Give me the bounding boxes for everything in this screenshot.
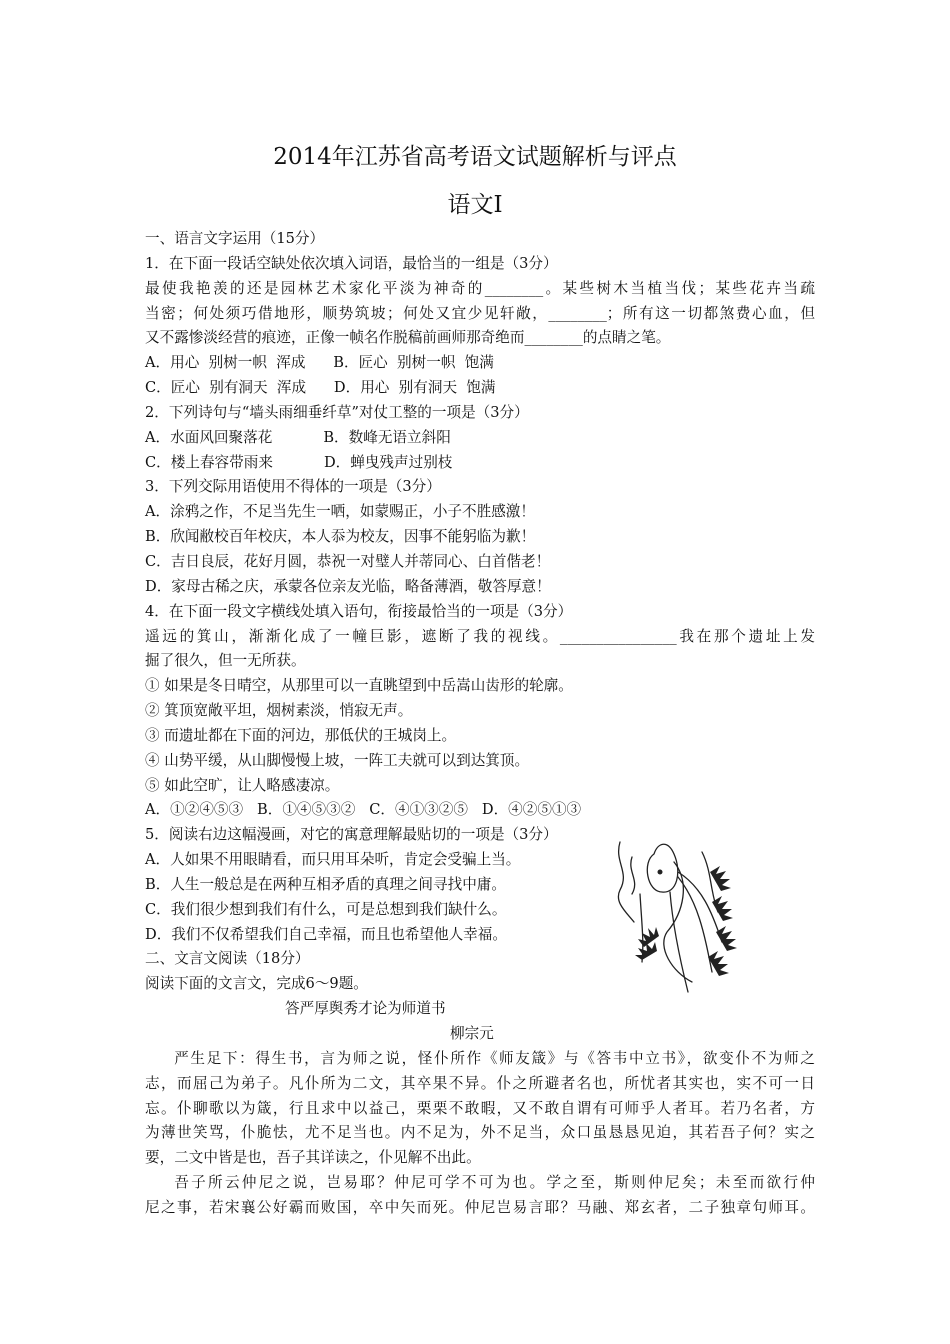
passage-line: 吾子所云仲尼之说，岂易耶？仲尼可学不可为也。学之至，斯则仲尼矣；未至而欲行仲 xyxy=(174,1174,815,1192)
passage-line: 志，而屈己为弟子。凡仆所为二文，其卒果不异。仆之所避者名也，所忧者其实也，实不可一日 xyxy=(145,1074,815,1092)
option-line: C．吉日良辰，花好月圆，恭祝一对璧人并蒂同心、白首偕老！ xyxy=(145,552,551,570)
numbered-sentence: ⑤ 如此空旷，让人略感凄凉。 xyxy=(145,776,340,794)
paragraph-line: 遥远的箕山，渐渐化成了一幢巨影，遮断了我的视线。________________我在那个遗址上发 xyxy=(145,627,815,645)
numbered-sentence: ③ 而遗址都在下面的河边，那低伏的王城岗上。 xyxy=(145,726,457,744)
option-line: D．我们不仅希望我们自己幸福，而且也希望他人幸福。 xyxy=(145,925,507,943)
paragraph-line: 掘了很久，但一无所获。 xyxy=(145,652,306,670)
option-line: C．我们很少想到我们有什么，可是总想到我们缺什么。 xyxy=(145,900,507,918)
paragraph-line: 又不露惨淡经营的痕迹，正像一帧名作脱稿前画师那奇绝而________的点睛之笔。 xyxy=(145,329,671,347)
page-subtitle: 语文Ⅰ xyxy=(447,192,503,218)
option-line: B．欣闻敝校百年校庆，本人忝为校友，因事不能躬临为歉！ xyxy=(145,528,536,546)
option-line: D．家母古稀之庆，承蒙各位亲友光临，略备薄酒，敬答厚意！ xyxy=(145,577,551,595)
passage-line: 严生足下：得生书，言为师之说，怪仆所作《师友箴》与《答韦中立书》，欲变仆不为师之 xyxy=(174,1049,815,1067)
question-5: 5．阅读右边这幅漫画，对它的寓意理解最贴切的一项是（3分） xyxy=(145,826,558,844)
option-line: A．①②④⑤③ B．①④⑤③② C．④①③②⑤ D．④②⑤①③ xyxy=(145,801,582,819)
option-line: A．水面风回聚落花 B．数峰无语立斜阳 xyxy=(145,428,451,446)
question-4: 4．在下面一段文字横线处填入语句，衔接最恰当的一项是（3分） xyxy=(145,602,573,620)
passage-line: 为薄世笑骂，仆脆怯，尤不足当也。内不足为，外不足当，众口虽恳恳见迫，其若吾子何？实之 xyxy=(145,1124,815,1142)
paragraph-line: 最使我艳羡的还是园林艺术家化平淡为神奇的________。某些树木当植当伐；某些花卉当疏 xyxy=(145,279,815,297)
passage-line: 尼之事，若宋襄公好霸而败国，卒中矢而死。仲尼岂易言耶？马融、郑玄者，二子独章句师耳。 xyxy=(145,1198,815,1216)
document-body xyxy=(145,227,815,1221)
section-heading: 一、语言文字运用（15分） xyxy=(145,230,325,247)
numbered-sentence: ① 如果是冬日晴空，从那里可以一直眺望到中岳嵩山齿形的轮廓。 xyxy=(145,677,573,695)
cartoon-illustration xyxy=(612,832,747,1002)
instruction-line: 阅读下面的文言文，完成6～9题。 xyxy=(145,975,368,993)
passage-title: 答严厚舆秀才论为师道书 xyxy=(285,1000,446,1018)
passage-author: 柳宗元 xyxy=(450,1025,494,1042)
section-heading: 二、文言文阅读（18分） xyxy=(145,950,310,968)
option-line: B．人生一般总是在两种互相矛盾的真理之间寻找中庸。 xyxy=(145,875,506,893)
question-1: 1．在下面一段话空缺处依次填入词语，最恰当的一组是（3分） xyxy=(145,254,558,272)
option-line: A．涂鸦之作，不足当先生一哂，如蒙赐正，小子不胜感激！ xyxy=(145,503,535,521)
passage-line: 忘。仆聊歌以为箴，行且求中以益己，栗栗不敢暇，又不敢自谓有可师乎人者耳。若乃名者，方 xyxy=(145,1099,815,1117)
question-2: 2．下列诗句与“墙头雨细垂纤草”对仗工整的一项是（3分） xyxy=(145,403,529,421)
option-line: C．匠心 别有洞天 浑成 D．用心 别有洞天 饱满 xyxy=(145,379,496,397)
question-3: 3．下列交际用语使用不得体的一项是（3分） xyxy=(145,478,441,496)
passage-line: 要，二文中皆是也，吾子其详读之，仆见解不出此。 xyxy=(145,1149,481,1167)
numbered-sentence: ② 箕顶宽敞平坦，烟树素淡，悄寂无声。 xyxy=(145,702,413,720)
option-line: A．人如果不用眼睛看，而只用耳朵听，肯定会受骗上当。 xyxy=(145,851,521,869)
paragraph-line: 当密；何处须巧借地形，顺势筑坡；何处又宜少见轩敞，________；所有这一切都煞费心血，但 xyxy=(145,304,815,322)
option-line: C．楼上春容带雨来 D．蝉曳残声过别枝 xyxy=(145,453,453,471)
numbered-sentence: ④ 山势平缓，从山脚慢慢上坡，一阵工夫就可以到达箕顶。 xyxy=(145,751,530,769)
page-title: 2014年江苏省高考语文试题解析与评点 xyxy=(273,144,677,170)
option-line: A．用心 别树一帜 浑成 B．匠心 别树一帜 饱满 xyxy=(145,354,494,372)
